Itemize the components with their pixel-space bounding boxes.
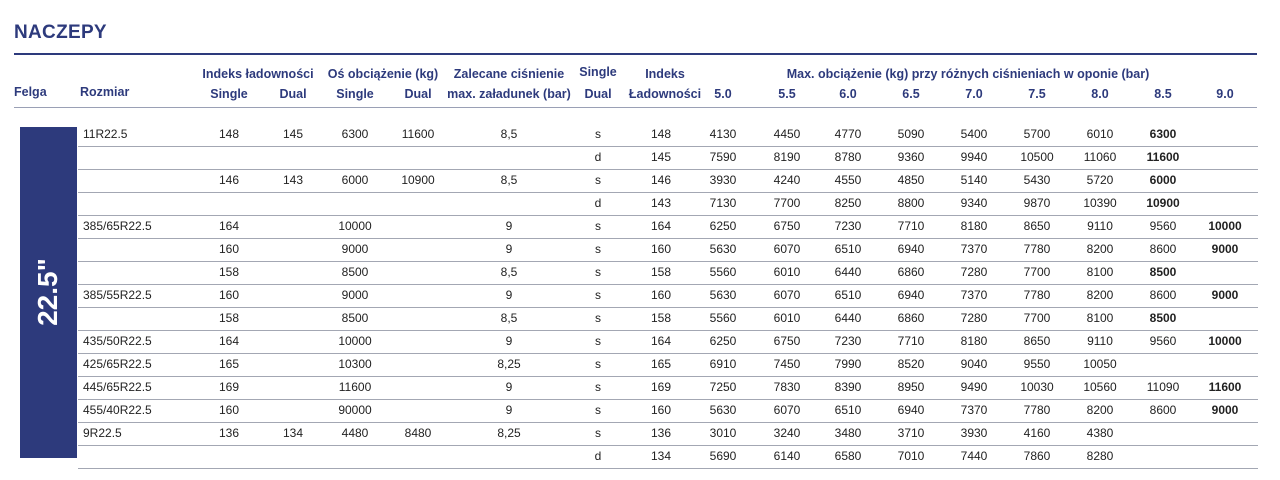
header-max-group: Max. obciążenie (kg) przy różnych ciśnieniach w oponie (bar): [786, 67, 1150, 81]
load-7-0-cell: 5400: [960, 127, 988, 141]
load-index-single-cell: 160: [218, 403, 240, 417]
axle-load-single-cell: 4480: [341, 426, 369, 440]
table-row: [78, 147, 1258, 170]
header-rozmiar: Rozmiar: [80, 85, 130, 99]
load-7-5-cell: 4160: [1023, 426, 1051, 440]
header-os-group: Oś obciążenie (kg): [327, 67, 439, 81]
table-row: [78, 262, 1258, 285]
axle-load-dual-cell: 10900: [401, 173, 435, 187]
table-row: [78, 193, 1258, 216]
single-dual-cell: s: [595, 311, 601, 325]
header-divider: [14, 107, 1257, 108]
load-7-0-cell: 7280: [960, 311, 988, 325]
load-6-5-cell: 6940: [897, 242, 925, 256]
size-cell: 11R22.5: [83, 127, 128, 141]
row-divider: [78, 468, 1258, 469]
header-index2-line1: Indeks: [645, 67, 685, 81]
load-5-0-cell: 5630: [709, 242, 737, 256]
load-index-single-cell: 136: [218, 426, 240, 440]
load-8-0-cell: 8200: [1086, 288, 1114, 302]
load-index-single-cell: 164: [218, 219, 240, 233]
load-index-cell: 165: [650, 357, 672, 371]
load-index-cell: 164: [650, 334, 672, 348]
load-5-0-cell: 5560: [709, 311, 737, 325]
load-6-0-cell: 7230: [834, 219, 862, 233]
header-pressure-5-0: 5.0: [714, 87, 732, 101]
axle-load-single-cell: 9000: [341, 288, 369, 302]
load-6-5-cell: 8520: [897, 357, 925, 371]
load-8-0-cell: 8100: [1086, 265, 1114, 279]
load-8-5-cell: 6300: [1149, 127, 1177, 141]
load-6-5-cell: 6860: [897, 265, 925, 279]
load-5-0-cell: 6910: [709, 357, 737, 371]
load-6-5-cell: 6860: [897, 311, 925, 325]
load-8-0-cell: 6010: [1086, 127, 1114, 141]
load-7-5-cell: 8650: [1023, 334, 1051, 348]
load-index-cell: 160: [650, 288, 672, 302]
load-7-5-cell: 10500: [1020, 150, 1054, 164]
axle-load-single-cell: 10300: [338, 357, 372, 371]
load-index-cell: 134: [650, 449, 672, 463]
header-indeks-group: Indeks ładowności: [202, 67, 314, 81]
load-index-cell: 146: [650, 173, 672, 187]
header-os-single: Single: [336, 87, 374, 101]
load-7-0-cell: 7370: [960, 403, 988, 417]
load-6-0-cell: 3480: [834, 426, 862, 440]
load-9-0-cell: 10000: [1208, 219, 1242, 233]
load-8-5-cell: 11600: [1146, 150, 1180, 164]
single-dual-cell: d: [594, 449, 602, 463]
single-dual-cell: s: [595, 265, 601, 279]
load-7-0-cell: 7370: [960, 288, 988, 302]
load-6-5-cell: 7710: [897, 334, 925, 348]
load-6-5-cell: 7710: [897, 219, 925, 233]
header-indeks-single: Single: [210, 87, 248, 101]
load-5-5-cell: 7450: [773, 357, 801, 371]
load-6-5-cell: 8950: [897, 380, 925, 394]
axle-load-single-cell: 6300: [341, 127, 369, 141]
single-dual-cell: s: [595, 334, 601, 348]
load-7-5-cell: 7700: [1023, 311, 1051, 325]
load-index-single-cell: 165: [218, 357, 240, 371]
rim-size-label: 22.5": [32, 258, 63, 326]
header-sd-line1: Single: [579, 65, 617, 79]
pressure-cell: 9: [505, 242, 513, 256]
size-cell: 445/65R22.5: [83, 380, 152, 394]
load-5-0-cell: 5560: [709, 265, 737, 279]
load-7-0-cell: 9340: [960, 196, 988, 210]
load-8-5-cell: 8500: [1149, 311, 1177, 325]
header-pressure-6-0: 6.0: [839, 87, 857, 101]
table-row: [78, 124, 1258, 147]
load-index-cell: 148: [650, 127, 672, 141]
load-6-0-cell: 4770: [834, 127, 862, 141]
load-9-0-cell: 11600: [1208, 380, 1242, 394]
load-7-0-cell: 9040: [960, 357, 988, 371]
load-index-cell: 160: [650, 242, 672, 256]
single-dual-cell: s: [595, 219, 601, 233]
table-row: [78, 400, 1258, 423]
load-8-0-cell: 11060: [1083, 150, 1117, 164]
single-dual-cell: s: [595, 426, 601, 440]
table-row: [78, 446, 1258, 469]
load-5-5-cell: 3240: [773, 426, 801, 440]
load-5-5-cell: 6070: [773, 288, 801, 302]
load-index-single-cell: 160: [218, 242, 240, 256]
pressure-cell: 9: [505, 288, 513, 302]
table-row: [78, 423, 1258, 446]
load-5-5-cell: 7830: [773, 380, 801, 394]
load-index-cell: 164: [650, 219, 672, 233]
size-cell: 455/40R22.5: [83, 403, 152, 417]
load-5-0-cell: 3930: [709, 173, 737, 187]
load-8-5-cell: 8600: [1149, 403, 1177, 417]
pressure-cell: 8,25: [497, 357, 521, 371]
load-5-5-cell: 6010: [773, 311, 801, 325]
load-7-0-cell: 7370: [960, 242, 988, 256]
load-8-5-cell: 9560: [1149, 219, 1177, 233]
load-9-0-cell: 9000: [1211, 288, 1239, 302]
load-index-cell: 143: [650, 196, 672, 210]
load-6-0-cell: 8780: [834, 150, 862, 164]
load-5-5-cell: 4240: [773, 173, 801, 187]
load-6-0-cell: 6510: [834, 288, 862, 302]
load-5-5-cell: 4450: [773, 127, 801, 141]
load-8-0-cell: 4380: [1086, 426, 1114, 440]
load-8-5-cell: 6000: [1149, 173, 1177, 187]
load-6-0-cell: 6440: [834, 265, 862, 279]
axle-load-single-cell: 9000: [341, 242, 369, 256]
load-5-0-cell: 6250: [709, 219, 737, 233]
load-5-5-cell: 8190: [773, 150, 801, 164]
header-felga: Felga: [14, 85, 47, 99]
load-7-5-cell: 9870: [1023, 196, 1051, 210]
load-5-0-cell: 4130: [709, 127, 737, 141]
load-6-0-cell: 6440: [834, 311, 862, 325]
size-cell: 385/55R22.5: [83, 288, 152, 302]
table-row: [78, 377, 1258, 400]
single-dual-cell: s: [595, 288, 601, 302]
load-6-0-cell: 8250: [834, 196, 862, 210]
load-8-0-cell: 8100: [1086, 311, 1114, 325]
title-rule: [14, 53, 1257, 55]
load-7-5-cell: 7700: [1023, 265, 1051, 279]
load-8-0-cell: 8200: [1086, 403, 1114, 417]
load-5-0-cell: 6250: [709, 334, 737, 348]
single-dual-cell: d: [594, 196, 602, 210]
load-7-5-cell: 7780: [1023, 242, 1051, 256]
load-8-0-cell: 9110: [1087, 334, 1113, 348]
axle-load-single-cell: 90000: [338, 403, 372, 417]
load-7-0-cell: 9940: [960, 150, 988, 164]
axle-load-single-cell: 11600: [338, 380, 372, 394]
load-index-cell: 169: [650, 380, 672, 394]
load-6-5-cell: 5090: [897, 127, 925, 141]
pressure-cell: 8,25: [497, 426, 521, 440]
header-sd-line2: Dual: [584, 87, 612, 101]
load-8-5-cell: 11090: [1146, 380, 1180, 394]
table-row: [78, 354, 1258, 377]
load-index-dual-cell: 145: [282, 127, 304, 141]
axle-load-single-cell: 10000: [338, 219, 372, 233]
load-6-5-cell: 8800: [897, 196, 925, 210]
load-8-0-cell: 5720: [1086, 173, 1114, 187]
load-5-0-cell: 3010: [709, 426, 737, 440]
table-row: [78, 308, 1258, 331]
load-7-0-cell: 3930: [960, 426, 988, 440]
load-7-0-cell: 8180: [960, 334, 988, 348]
load-index-single-cell: 158: [218, 311, 240, 325]
load-7-5-cell: 7780: [1023, 403, 1051, 417]
load-index-cell: 136: [650, 426, 672, 440]
load-5-0-cell: 5630: [709, 288, 737, 302]
load-6-0-cell: 4550: [834, 173, 862, 187]
load-index-cell: 160: [650, 403, 672, 417]
load-9-0-cell: 9000: [1211, 242, 1239, 256]
load-5-0-cell: 7250: [709, 380, 737, 394]
load-6-5-cell: 4850: [897, 173, 925, 187]
load-7-5-cell: 5700: [1023, 127, 1051, 141]
axle-load-single-cell: 8500: [341, 265, 369, 279]
load-index-single-cell: 148: [218, 127, 240, 141]
header-pressure-5-5: 5.5: [778, 87, 796, 101]
single-dual-cell: s: [595, 380, 601, 394]
load-8-5-cell: 10900: [1146, 196, 1180, 210]
load-index-cell: 145: [650, 150, 672, 164]
size-cell: 9R22.5: [83, 426, 122, 440]
load-5-5-cell: 6140: [773, 449, 801, 463]
header-pressure-8-5: 8.5: [1154, 87, 1172, 101]
axle-load-dual-cell: 11600: [401, 127, 435, 141]
table-row: [78, 170, 1258, 193]
load-5-5-cell: 6750: [773, 334, 801, 348]
load-9-0-cell: 9000: [1211, 403, 1239, 417]
load-7-0-cell: 7280: [960, 265, 988, 279]
single-dual-cell: s: [595, 242, 601, 256]
load-5-5-cell: 6010: [773, 265, 801, 279]
load-8-5-cell: 8500: [1149, 265, 1177, 279]
load-6-0-cell: 7990: [834, 357, 862, 371]
load-6-5-cell: 6940: [897, 288, 925, 302]
load-7-5-cell: 7860: [1023, 449, 1051, 463]
single-dual-cell: s: [595, 173, 601, 187]
load-7-0-cell: 5140: [960, 173, 988, 187]
load-5-0-cell: 7590: [709, 150, 737, 164]
page-title: NACZEPY: [14, 22, 107, 43]
load-8-5-cell: 8600: [1149, 242, 1177, 256]
pressure-cell: 9: [505, 380, 513, 394]
load-7-5-cell: 5430: [1023, 173, 1051, 187]
load-7-5-cell: 8650: [1023, 219, 1051, 233]
single-dual-cell: s: [595, 127, 601, 141]
pressure-cell: 8,5: [500, 173, 518, 187]
pressure-cell: 8,5: [500, 127, 518, 141]
load-5-5-cell: 7700: [773, 196, 801, 210]
header-pressure-8-0: 8.0: [1091, 87, 1109, 101]
size-cell: 435/50R22.5: [83, 334, 152, 348]
load-8-5-cell: 9560: [1149, 334, 1177, 348]
load-index-single-cell: 160: [218, 288, 240, 302]
load-6-5-cell: 9360: [897, 150, 925, 164]
header-pressure-9-0: 9.0: [1216, 87, 1234, 101]
load-8-0-cell: 9110: [1087, 219, 1113, 233]
table-row: [78, 285, 1258, 308]
table-row: [78, 239, 1258, 262]
header-indeks-dual: Dual: [279, 87, 307, 101]
axle-load-single-cell: 6000: [341, 173, 369, 187]
load-index-cell: 158: [650, 311, 672, 325]
load-7-5-cell: 10030: [1020, 380, 1054, 394]
load-index-dual-cell: 134: [282, 426, 304, 440]
axle-load-dual-cell: 8480: [404, 426, 432, 440]
load-7-5-cell: 9550: [1023, 357, 1051, 371]
load-6-0-cell: 8390: [834, 380, 862, 394]
load-index-single-cell: 169: [218, 380, 240, 394]
load-5-0-cell: 5630: [709, 403, 737, 417]
load-9-0-cell: 10000: [1208, 334, 1242, 348]
size-cell: 385/65R22.5: [83, 219, 152, 233]
load-6-5-cell: 6940: [897, 403, 925, 417]
load-5-5-cell: 6070: [773, 403, 801, 417]
load-index-dual-cell: 143: [282, 173, 304, 187]
load-index-single-cell: 164: [218, 334, 240, 348]
load-6-0-cell: 6510: [834, 403, 862, 417]
pressure-cell: 9: [505, 334, 513, 348]
load-8-0-cell: 10560: [1083, 380, 1117, 394]
load-8-0-cell: 8280: [1086, 449, 1114, 463]
header-pressure-line2: max. załadunek (bar): [447, 87, 571, 101]
load-6-5-cell: 3710: [897, 426, 925, 440]
pressure-cell: 8,5: [500, 265, 518, 279]
load-7-0-cell: 9490: [960, 380, 988, 394]
load-index-cell: 158: [650, 265, 672, 279]
load-7-0-cell: 8180: [960, 219, 988, 233]
pressure-cell: 8,5: [500, 311, 518, 325]
header-index2-line2: Ładowności: [628, 87, 702, 101]
load-8-0-cell: 10390: [1083, 196, 1117, 210]
load-8-0-cell: 10050: [1083, 357, 1117, 371]
load-6-5-cell: 7010: [897, 449, 925, 463]
single-dual-cell: s: [595, 357, 601, 371]
header-pressure-line1: Zalecane ciśnienie: [453, 67, 565, 81]
single-dual-cell: d: [594, 150, 602, 164]
load-7-5-cell: 7780: [1023, 288, 1051, 302]
load-index-single-cell: 158: [218, 265, 240, 279]
load-8-0-cell: 8200: [1086, 242, 1114, 256]
load-8-5-cell: 8600: [1149, 288, 1177, 302]
pressure-cell: 9: [505, 219, 513, 233]
pressure-cell: 9: [505, 403, 513, 417]
table-row: [78, 331, 1258, 354]
size-cell: 425/65R22.5: [83, 357, 152, 371]
load-5-5-cell: 6070: [773, 242, 801, 256]
header-pressure-6-5: 6.5: [902, 87, 920, 101]
load-6-0-cell: 6580: [834, 449, 862, 463]
table-row: [78, 216, 1258, 239]
load-5-5-cell: 6750: [773, 219, 801, 233]
header-pressure-7-0: 7.0: [965, 87, 983, 101]
axle-load-single-cell: 10000: [338, 334, 372, 348]
load-index-single-cell: 146: [218, 173, 240, 187]
single-dual-cell: s: [595, 403, 601, 417]
axle-load-single-cell: 8500: [341, 311, 369, 325]
load-5-0-cell: 7130: [709, 196, 737, 210]
header-pressure-7-5: 7.5: [1028, 87, 1046, 101]
load-6-0-cell: 7230: [834, 334, 862, 348]
load-5-0-cell: 5690: [709, 449, 737, 463]
load-7-0-cell: 7440: [960, 449, 988, 463]
load-6-0-cell: 6510: [834, 242, 862, 256]
header-os-dual: Dual: [404, 87, 432, 101]
